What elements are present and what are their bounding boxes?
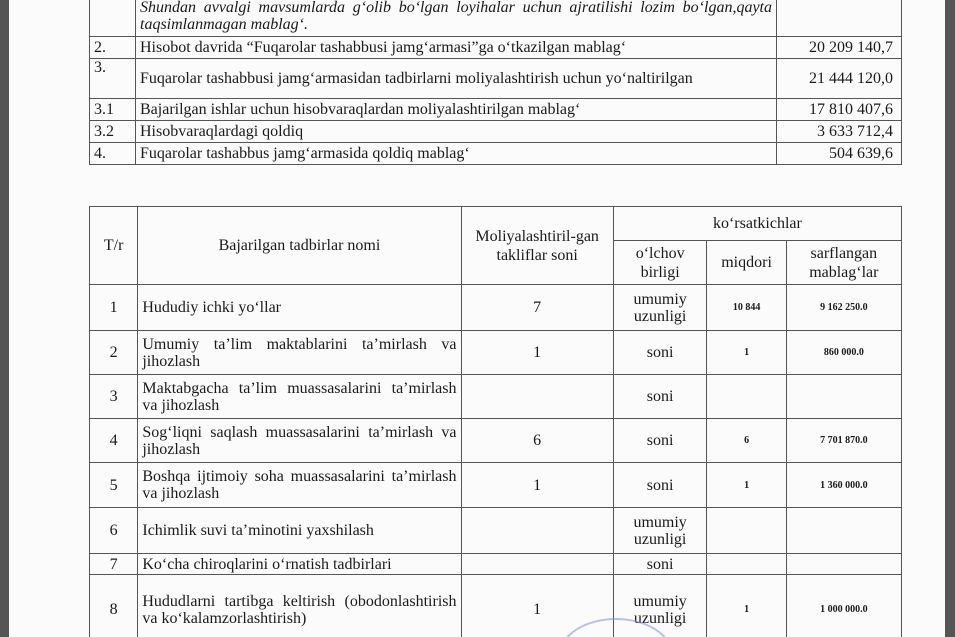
row-count: [461, 375, 613, 419]
summary-row-value: 504 639,6: [777, 143, 902, 165]
row-qty: 1: [707, 575, 786, 637]
summary-row: [90, 37, 902, 59]
row-tr: 8: [90, 575, 138, 637]
row-unit: soni: [613, 331, 707, 375]
row-spent: [786, 375, 901, 419]
row-qty: 6: [707, 419, 786, 463]
row-tr: 6: [90, 508, 138, 554]
summary-row-number: 3.: [90, 59, 136, 99]
row-spent: 1 360 000.0: [786, 463, 901, 508]
row-spent: [786, 554, 901, 575]
header-tr: T/r: [90, 207, 138, 285]
summary-row: [90, 59, 902, 99]
summary-row-label: Shundan avvalgi mavsumlarda g‘olib bo‘lgan loyihalar uchun ajratilishi lozim bo‘lgan,qayta taqsimlanmagan mablag‘.: [136, 0, 777, 37]
row-tr: 7: [90, 554, 138, 575]
row-spent: 860 000.0: [786, 331, 901, 375]
table-row: [90, 554, 902, 575]
row-name: Umumiy ta’lim maktablarini ta’mirlash va jihozlash: [138, 331, 461, 375]
activities-table: [89, 206, 902, 637]
row-spent: 9 162 250.0: [786, 285, 901, 331]
table-row: [90, 285, 902, 331]
summary-row-value: 20 209 140,7: [777, 37, 902, 59]
summary-row-value: [777, 0, 902, 37]
row-spent: [786, 508, 901, 554]
header-name: Bajarilgan tadbirlar nomi: [138, 207, 461, 285]
row-name: Boshqa ijtimoiy soha muassasalarini ta’mirlash va jihozlash: [138, 463, 461, 508]
row-spent: 7 701 870.0: [786, 419, 901, 463]
row-count: 1: [461, 463, 613, 508]
row-tr: 2: [90, 331, 138, 375]
row-unit: soni: [613, 375, 707, 419]
row-unit: soni: [613, 554, 707, 575]
header-unit: o‘lchov birligi: [613, 241, 707, 285]
summary-row: [90, 99, 902, 121]
summary-row-value: 17 810 407,6: [777, 99, 902, 121]
row-qty: 1: [707, 331, 786, 375]
row-unit: umumiy uzunligi: [613, 575, 707, 637]
row-qty: [707, 554, 786, 575]
row-spent: 1 000 000.0: [786, 575, 901, 637]
row-unit: umumiy uzunligi: [613, 285, 707, 331]
header-count: Moliyalashtiril-gan takliflar soni: [461, 207, 613, 285]
summary-row-label: Fuqarolar tashabbusi jamg‘armasidan tadbirlarni moliyalashtirish uchun yo‘naltirilgan: [136, 59, 777, 99]
summary-row: [90, 143, 902, 165]
row-qty: [707, 375, 786, 419]
row-count: [461, 554, 613, 575]
row-name: Ko‘cha chiroqlarini o‘rnatish tadbirlari: [138, 554, 461, 575]
table-row: [90, 463, 902, 508]
summary-row-value: 21 444 120,0: [777, 59, 902, 99]
table-row: [90, 575, 902, 637]
summary-row-number: 4.: [90, 143, 136, 165]
row-count: 1: [461, 575, 613, 637]
summary-row-label: Hisobvaraqlardagi qoldiq: [136, 121, 777, 143]
table-row: [90, 419, 902, 463]
row-name: Ichimlik suvi ta’minotini yaxshilash: [138, 508, 461, 554]
summary-row-label: Hisobot davrida “Fuqarolar tashabbusi jamg‘armasi”ga o‘tkazilgan mablag‘: [136, 37, 777, 59]
row-name: Sog‘liqni saqlash muassasalarini ta’mirlash va jihozlash: [138, 419, 461, 463]
row-name: Hududlarni tartibga keltirish (obodonlashtirish va ko‘kalamzorlashtirish): [138, 575, 461, 637]
row-count: 7: [461, 285, 613, 331]
table-row: [90, 331, 902, 375]
header-spent: sarflangan mablag‘lar: [786, 241, 901, 285]
row-unit: soni: [613, 419, 707, 463]
header-qty: miqdori: [707, 241, 786, 285]
document-page: [9, 0, 945, 637]
row-unit: soni: [613, 463, 707, 508]
row-tr: 1: [90, 285, 138, 331]
row-qty: [707, 508, 786, 554]
table-row: [90, 508, 902, 554]
row-count: [461, 508, 613, 554]
summary-row-number: 2.: [90, 37, 136, 59]
row-unit: umumiy uzunligi: [613, 508, 707, 554]
row-tr: 5: [90, 463, 138, 508]
header-indicators: ko‘rsatkichlar: [613, 207, 901, 241]
summary-row-label: Bajarilgan ishlar uchun hisobvaraqlardan moliyalashtirilgan mablag‘: [136, 99, 777, 121]
summary-row-partial: [90, 0, 902, 37]
summary-table: [89, 0, 902, 165]
row-name: Maktabgacha ta’lim muassasalarini ta’mirlash va jihozlash: [138, 375, 461, 419]
row-tr: 4: [90, 419, 138, 463]
summary-row-number: 3.2: [90, 121, 136, 143]
row-qty: 10 844: [707, 285, 786, 331]
row-count: 1: [461, 331, 613, 375]
header-row: [90, 207, 902, 241]
summary-row-number: 3.1: [90, 99, 136, 121]
row-name: Hududiy ichki yo‘llar: [138, 285, 461, 331]
summary-row-value: 3 633 712,4: [777, 121, 902, 143]
row-count: 6: [461, 419, 613, 463]
summary-row-number: [90, 0, 136, 37]
summary-row: [90, 121, 902, 143]
summary-row-label: Fuqarolar tashabbus jamg‘armasida qoldiq mablag‘: [136, 143, 777, 165]
row-tr: 3: [90, 375, 138, 419]
row-qty: 1: [707, 463, 786, 508]
table-row: [90, 375, 902, 419]
